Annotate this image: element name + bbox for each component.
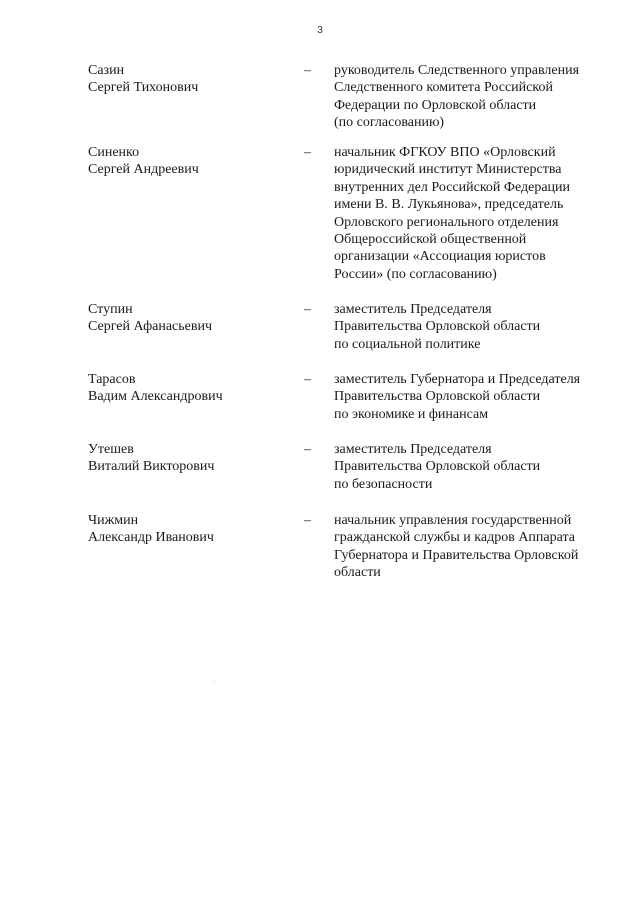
position-line: Правительства Орловской области <box>334 459 541 475</box>
member-name <box>88 62 298 97</box>
member-name <box>88 512 298 547</box>
position-line: юридический институт Министерства <box>334 162 562 178</box>
position-line: заместитель Председателя <box>334 302 492 317</box>
dash-separator: – <box>304 302 311 317</box>
member-name <box>88 441 298 476</box>
dash-separator: – <box>304 63 311 78</box>
position-line: (по согласованию) <box>334 115 445 131</box>
member-name <box>88 144 298 179</box>
position-line: Правительства Орловской области <box>334 389 541 405</box>
position-line: России» (по согласованию) <box>334 266 497 282</box>
page-number: 3 <box>317 25 323 36</box>
member-surname: Сазин <box>88 63 125 78</box>
position-line: Губернатора и Правительства Орловской <box>334 547 579 563</box>
position-line: по безопасности <box>334 476 433 492</box>
position-line: имени В. В. Лукьянова», председатель <box>334 197 564 213</box>
member-name <box>88 301 298 336</box>
position-line: Федерации по Орловской области <box>334 97 537 113</box>
member-position <box>334 144 614 283</box>
member-position <box>334 62 614 132</box>
position-line: заместитель Губернатора и Председателя <box>334 372 581 387</box>
position-line: гражданской службы и кадров Аппарата <box>334 530 575 546</box>
member-given-name: Виталий Викторович <box>88 459 215 475</box>
position-line: области <box>334 565 381 581</box>
member-given-name: Сергей Афанасьевич <box>88 319 213 335</box>
member-given-name: Александр Иванович <box>88 530 214 546</box>
member-surname: Ступин <box>88 302 133 317</box>
member-surname: Тарасов <box>88 372 136 387</box>
position-line: Орловского регионального отделения <box>334 214 559 230</box>
position-line: Следственного комитета Российской <box>334 80 553 96</box>
member-surname: Чижмин <box>88 513 139 528</box>
member-given-name: Вадим Александрович <box>88 389 223 405</box>
member-position <box>334 441 614 493</box>
position-line: Общероссийской общественной <box>334 232 527 248</box>
member-position <box>334 301 614 353</box>
member-position <box>334 371 614 423</box>
position-line: организации «Ассоциация юристов <box>334 249 546 265</box>
position-line: руководитель Следственного управления <box>334 63 580 78</box>
position-line: Правительства Орловской области <box>334 319 541 335</box>
dash-separator: – <box>304 513 311 528</box>
position-line: начальник ФГКОУ ВПО «Орловский <box>334 145 556 160</box>
position-line: по социальной политике <box>334 336 481 352</box>
position-line: по экономике и финансам <box>334 406 489 422</box>
dash-separator: – <box>304 442 311 457</box>
dash-separator: – <box>304 372 311 387</box>
scan-speck <box>214 681 215 682</box>
position-line: внутренних дел Российской Федерации <box>334 179 571 195</box>
member-given-name: Сергей Тихонович <box>88 80 199 96</box>
position-line: начальник управления государственной <box>334 513 572 528</box>
member-name <box>88 371 298 406</box>
dash-separator: – <box>304 145 311 160</box>
position-line: заместитель Председателя <box>334 442 492 457</box>
member-given-name: Сергей Андреевич <box>88 162 199 178</box>
member-position <box>334 512 614 582</box>
member-surname: Утешев <box>88 442 134 457</box>
member-surname: Синенко <box>88 145 140 160</box>
